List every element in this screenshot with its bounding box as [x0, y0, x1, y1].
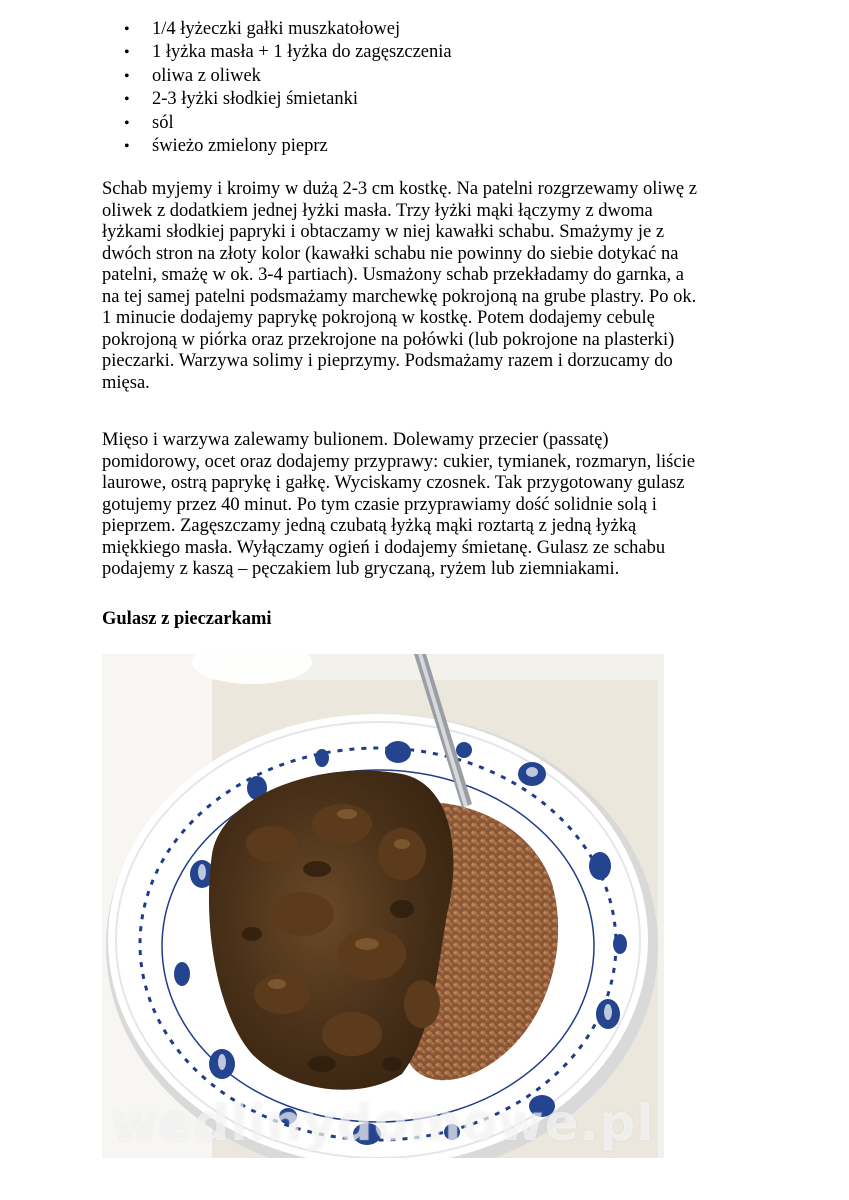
text-line: patelni, smażę w ok. 3-4 partiach). Usmażony schab przekładamy do garnka, a: [102, 265, 685, 285]
text-line: miękkiego masła. Wyłączamy ogień i dodajemy śmietanę. Gulasz ze schabu: [102, 537, 666, 558]
section-heading: Gulasz z pieczarkami: [102, 609, 272, 629]
text-line: Mięso i warzywa zalewamy bulionem. Dolewamy przecier (passatę): [102, 430, 609, 450]
ingredient-item: • 1 łyżka masła + 1 łyżka do zagęszczenia: [102, 41, 452, 64]
ingredient-item: • 2-3 łyżki słodkiej śmietanki: [102, 88, 452, 111]
text-line: podajemy z kaszą – pęczakiem lub gryczaną, ryżem lub ziemniakami.: [102, 559, 620, 579]
ingredient-item: • świeżo zmielony pieprz: [102, 135, 452, 158]
instructions-paragraph-2: [102, 430, 752, 581]
text-line: gotujemy przez 40 minut. Po tym czasie przyprawiamy dość solidnie solą i: [102, 494, 657, 515]
ingredient-item: • oliwa z oliwek: [102, 65, 452, 88]
text-line: łyżkami słodkiej papryki i obtaczamy w niej kawałki schabu. Smażymy je z: [102, 222, 665, 242]
ingredient-item: • 1/4 łyżeczki gałki muszkatołowej: [102, 18, 452, 41]
instructions-paragraph-1: [102, 179, 752, 394]
text-line: 1 minucie dodajemy paprykę pokrojoną w kostkę. Potem dodajemy cebulę: [102, 308, 655, 328]
text-line: oliwek z dodatkiem jednej łyżki masła. Trzy łyżki mąki łączymy z dwoma: [102, 200, 653, 221]
watermark: wedlinydomowe.pl: [111, 1094, 655, 1152]
ingredient-item: • sól: [102, 112, 452, 135]
text-line: mięsa.: [102, 372, 150, 393]
dish-illustration: [102, 654, 664, 1158]
text-line: Schab myjemy i kroimy w dużą 2-3 cm kostkę. Na patelni rozgrzewamy oliwę z: [102, 179, 697, 199]
text-line: pomidorowy, ocet oraz dodajemy przyprawy: cukier, tymianek, rozmaryn, liście: [102, 451, 695, 472]
dish-photo: [102, 654, 664, 1158]
text-line: dwóch stron na złoty kolor (kawałki schabu nie powinny do siebie dotykać na: [102, 243, 679, 264]
ingredient-list: [102, 18, 452, 158]
text-line: na tej samej patelni podsmażamy marchewkę pokrojoną na grube plastry. Po ok.: [102, 286, 697, 307]
text-line: pieczarki. Warzywa solimy i pieprzymy. Podsmażamy razem i dorzucamy do: [102, 351, 673, 371]
text-line: pieprzem. Zagęszczamy jedną czubatą łyżką mąki roztartą z jedną łyżką: [102, 516, 637, 536]
text-line: pokrojoną w piórka oraz przekrojone na połówki (lub pokrojone na plasterki): [102, 329, 675, 350]
text-line: laurowe, ostrą paprykę i gałkę. Wyciskamy czosnek. Tak przygotowany gulasz: [102, 473, 685, 493]
